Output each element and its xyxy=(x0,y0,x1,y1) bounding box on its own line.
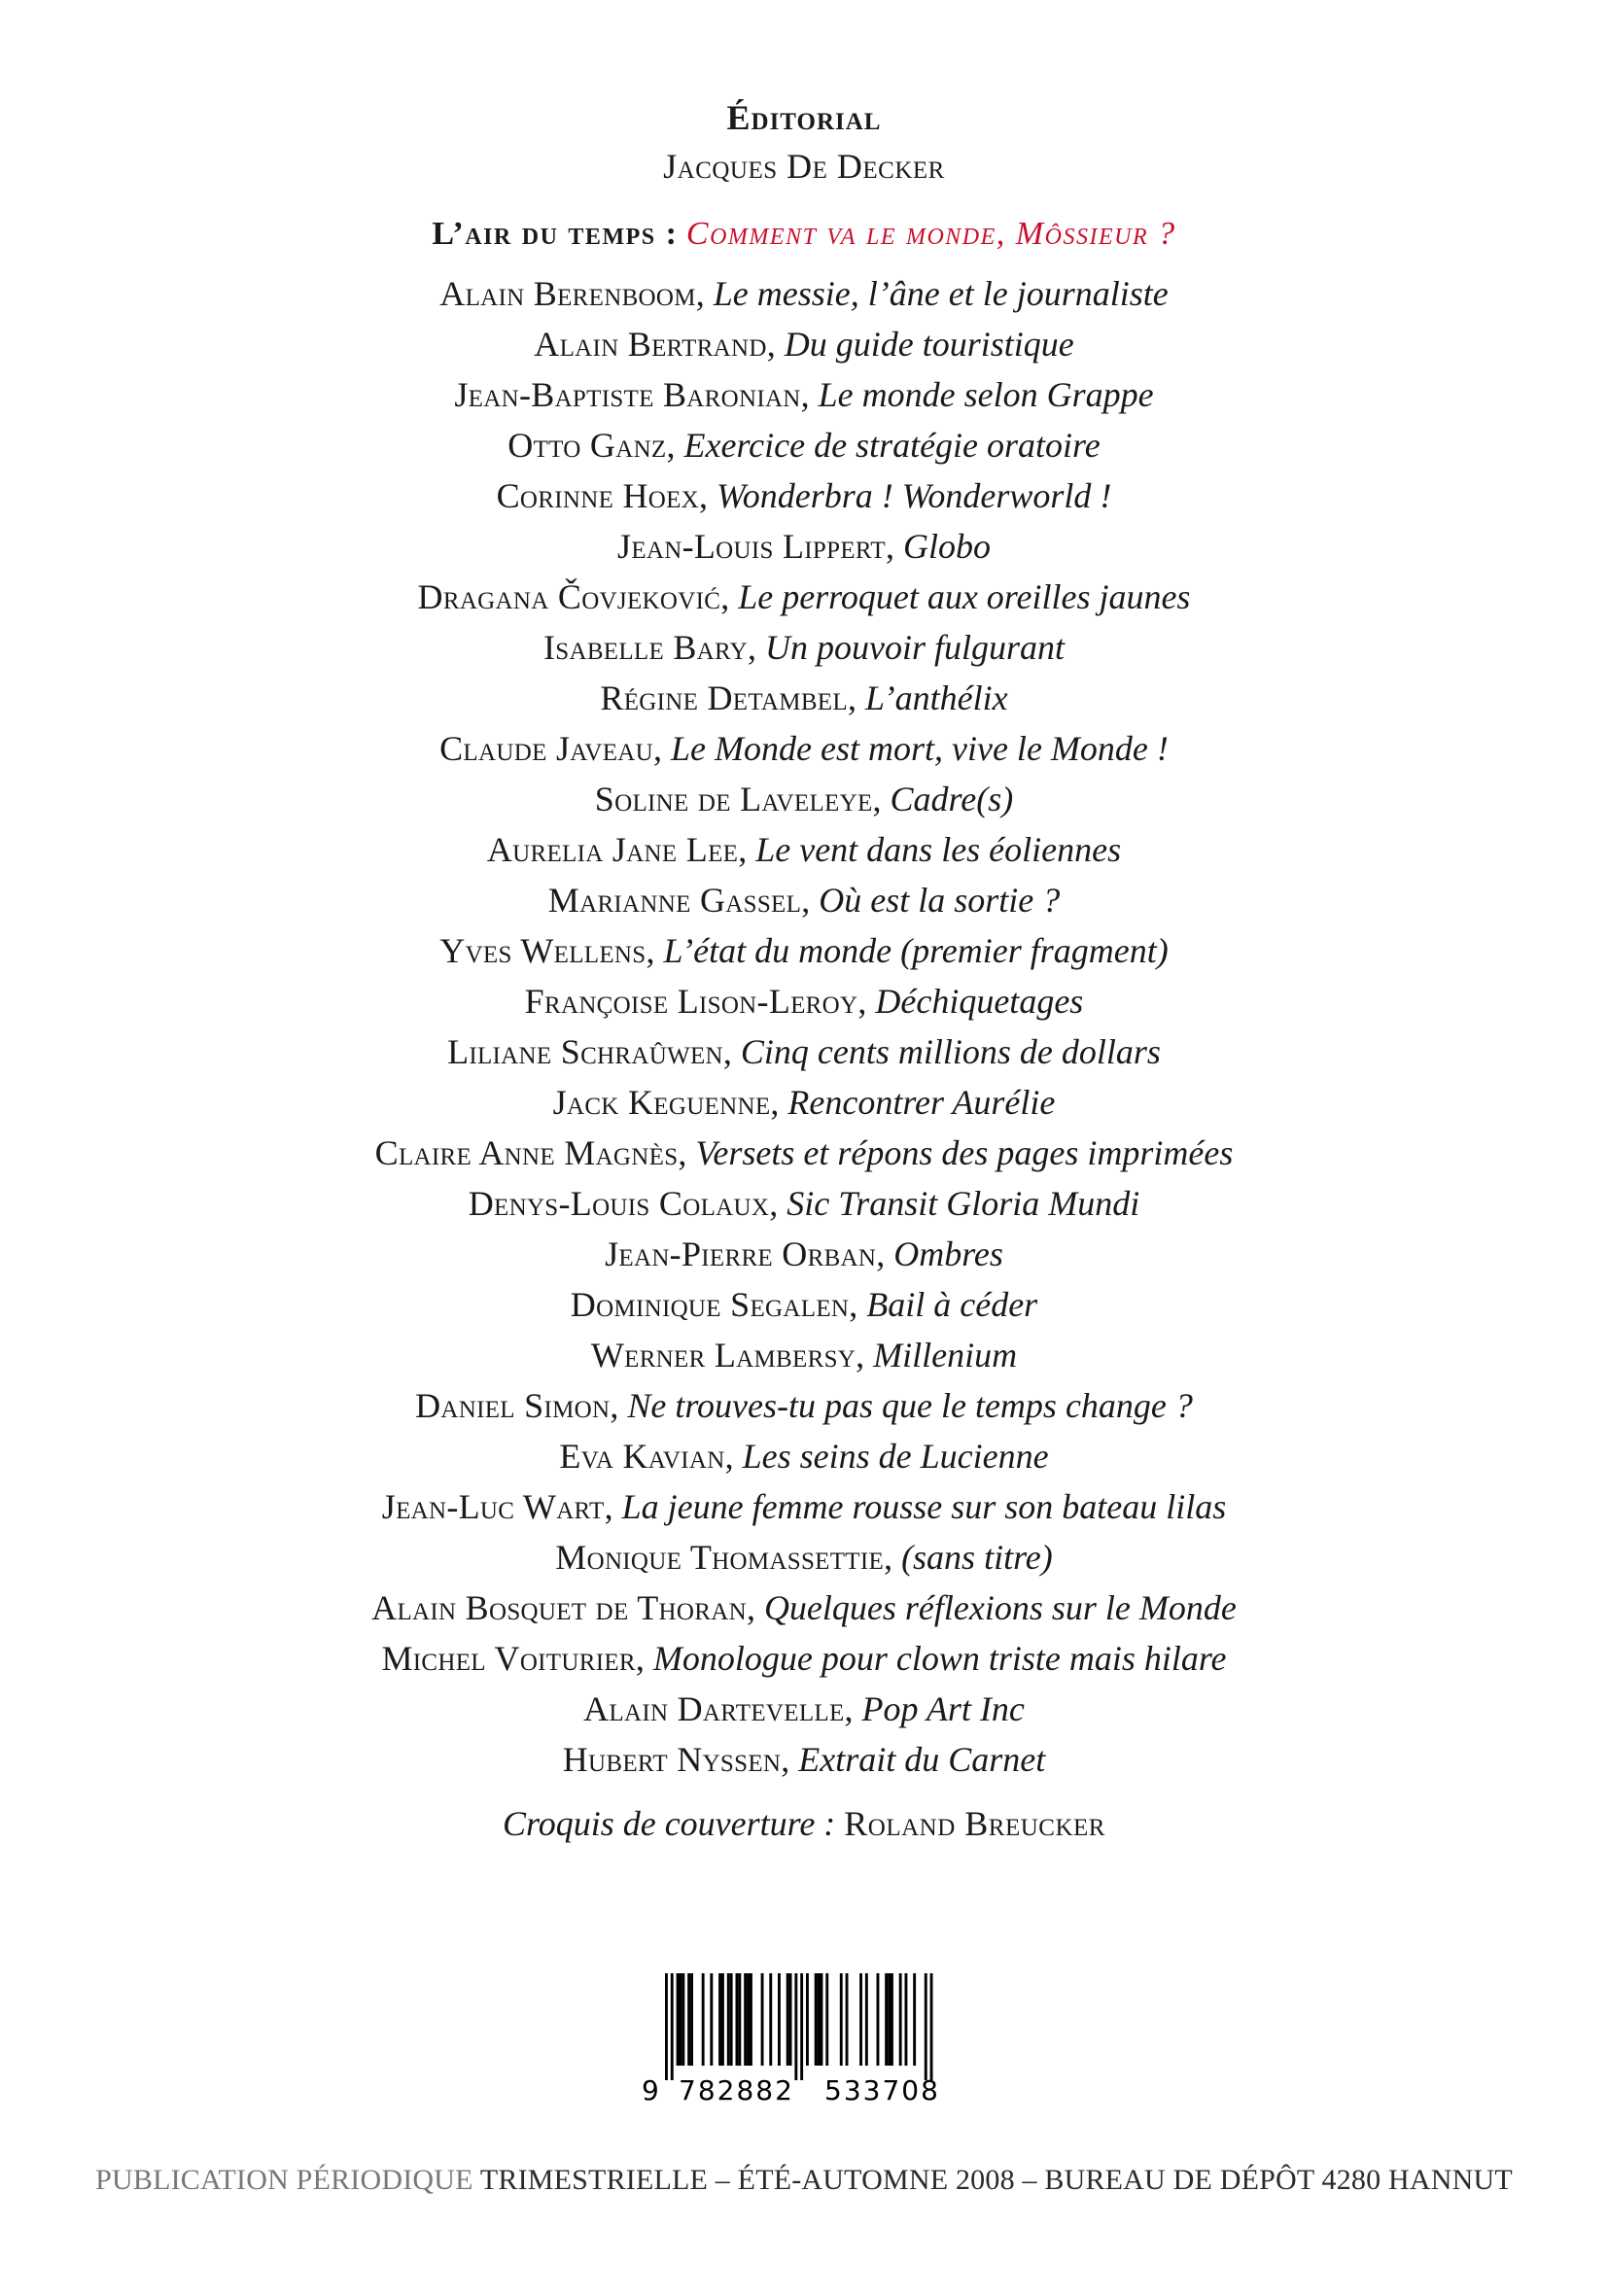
entry-separator: , xyxy=(635,1639,653,1678)
barcode-bar xyxy=(815,1973,818,2066)
contents-entry xyxy=(0,1077,1608,1128)
entry-author: Otto Ganz xyxy=(507,426,667,465)
isbn-barcode xyxy=(642,1964,962,2109)
entry-author: Régine Detambel xyxy=(600,678,848,717)
barcode-bar xyxy=(885,1973,888,2066)
barcode-bars xyxy=(665,1973,933,2080)
entry-author: Jean-Luc Wart xyxy=(381,1487,605,1526)
contents-entry xyxy=(0,1583,1608,1633)
section-theme: Comment va le monde, Môssieur ? xyxy=(685,216,1176,252)
entry-author: Eva Kavian xyxy=(559,1437,725,1476)
barcode-digits-right: 533708 xyxy=(824,2074,940,2106)
contents-entry xyxy=(0,1178,1608,1229)
barcode-bar xyxy=(778,1973,781,2066)
barcode-bar xyxy=(825,1973,828,2066)
barcode-bar xyxy=(794,1973,797,2080)
entry-separator: , xyxy=(876,1235,894,1273)
contents-entry xyxy=(0,723,1608,774)
barcode-bar xyxy=(905,1973,908,2066)
entry-separator: , xyxy=(666,426,684,465)
contents-entry xyxy=(0,1532,1608,1583)
entry-author: Corinne Hoex xyxy=(496,476,700,515)
barcode-bar xyxy=(806,1973,809,2066)
section-heading xyxy=(0,216,1608,253)
contents-entry xyxy=(0,1330,1608,1380)
entry-title: Le perroquet aux oreilles jaunes xyxy=(738,577,1191,616)
entry-separator: , xyxy=(766,325,785,364)
barcode-bar xyxy=(710,1973,713,2066)
entry-title: L’état du monde (premier fragment) xyxy=(663,931,1169,970)
barcode-bar xyxy=(891,1973,893,2066)
cover-credit xyxy=(0,1803,1608,1844)
barcode-bar xyxy=(727,1973,730,2066)
entry-title: (sans titre) xyxy=(901,1538,1053,1577)
contents-entry xyxy=(0,268,1608,319)
entry-title: Quelques réflexions sur le Monde xyxy=(763,1588,1237,1627)
entry-separator: , xyxy=(722,1032,741,1071)
entry-title: Versets et répons des pages imprimées xyxy=(695,1133,1234,1172)
contents-entry xyxy=(0,1684,1608,1734)
entry-title: Millenium xyxy=(873,1336,1018,1374)
entry-author: Alain Berenboom xyxy=(439,274,696,313)
contents-entry xyxy=(0,1481,1608,1532)
entry-separator: , xyxy=(801,881,820,920)
entry-author: Soline de Laveleye xyxy=(594,780,873,818)
entry-author: Dominique Segalen xyxy=(570,1285,850,1324)
entry-author: Alain Bosquet de Thoran xyxy=(371,1588,747,1627)
contents-entry xyxy=(0,1734,1608,1785)
contents-entry xyxy=(0,976,1608,1026)
entry-title: Déchiquetages xyxy=(875,982,1084,1021)
entry-title: Sic Transit Gloria Mundi xyxy=(787,1184,1140,1223)
barcode-bar xyxy=(818,1973,821,2066)
contents-entry xyxy=(0,1026,1608,1077)
entry-author: Yves Wellens xyxy=(439,931,647,970)
barcode-bar xyxy=(789,1973,792,2066)
entry-title: Ombres xyxy=(893,1235,1003,1273)
barcode-bar xyxy=(721,1973,724,2066)
entry-separator: , xyxy=(885,527,903,566)
contents-entry xyxy=(0,622,1608,673)
contents-entry xyxy=(0,1431,1608,1481)
entry-author: Michel Voiturier xyxy=(381,1639,636,1678)
barcode-bar xyxy=(761,1973,764,2066)
barcode-bar xyxy=(846,1973,849,2066)
entry-author: Hubert Nyssen xyxy=(562,1740,782,1779)
barcode-bar xyxy=(680,1973,682,2066)
contents-entry xyxy=(0,824,1608,875)
barcode-bar xyxy=(925,1973,927,2080)
barcode-bar xyxy=(769,1973,772,2066)
contents-entry xyxy=(0,369,1608,420)
barcode-bar xyxy=(682,1973,684,2066)
entry-separator: , xyxy=(769,1184,787,1223)
entry-author: Aurelia Jane Lee xyxy=(486,830,739,869)
entry-author: Liliane Schraûwen xyxy=(447,1032,723,1071)
entry-title: Pop Art Inc xyxy=(861,1689,1025,1728)
entry-separator: , xyxy=(720,577,739,616)
entry-title: Monologue pour clown triste mais hilare xyxy=(652,1639,1227,1678)
contents-entry xyxy=(0,875,1608,925)
contents-entry xyxy=(0,470,1608,521)
barcode-bar xyxy=(718,1973,721,2066)
entry-separator: , xyxy=(695,274,714,313)
entry-title: L’anthélix xyxy=(864,678,1008,717)
entry-separator: , xyxy=(646,931,664,970)
entry-author: Alain Bertrand xyxy=(534,325,767,364)
barcode-bar xyxy=(750,1973,752,2066)
entry-separator: , xyxy=(604,1487,622,1526)
footer-text-faded: PUBLICATION PÉRIODIQUE xyxy=(95,2164,480,2196)
entry-separator: , xyxy=(800,375,819,414)
entry-title: Du guide touristique xyxy=(784,325,1074,364)
table-of-contents xyxy=(0,268,1608,1785)
entry-title: Le monde selon Grappe xyxy=(818,375,1154,414)
entry-author: Dragana Čovjeković xyxy=(417,577,721,616)
barcode-digits-left: 782882 xyxy=(679,2074,794,2106)
entry-separator: , xyxy=(746,1588,764,1627)
credit-name: Roland Breucker xyxy=(844,1804,1105,1843)
entry-author: Jean-Baptiste Baronian xyxy=(454,375,801,414)
entry-title: Exercice de stratégie oratoire xyxy=(683,426,1101,465)
barcode-bar xyxy=(736,1973,739,2066)
entry-title: Wonderbra ! Wonderworld ! xyxy=(717,476,1112,515)
entry-title: La jeune femme rousse sur son bateau lilas xyxy=(621,1487,1227,1526)
entry-title: Cinq cents millions de dollars xyxy=(740,1032,1161,1071)
contents-entry xyxy=(0,319,1608,369)
barcode-bar xyxy=(800,1973,803,2080)
entry-author: Marianne Gassel xyxy=(547,881,802,920)
contents-entry xyxy=(0,925,1608,976)
entry-author: Jean-Pierre Orban xyxy=(605,1235,877,1273)
entry-separator: , xyxy=(884,1538,902,1577)
barcode-bar xyxy=(738,1973,741,2066)
contents-entry xyxy=(0,673,1608,723)
contents-entry xyxy=(0,1380,1608,1431)
entry-separator: , xyxy=(872,780,891,818)
barcode-bar xyxy=(747,1973,750,2066)
entry-separator: , xyxy=(748,628,765,667)
barcode-bar xyxy=(913,1973,916,2066)
barcode-bar xyxy=(859,1973,862,2066)
section-label: L’air du temps : xyxy=(432,216,679,252)
entry-separator: , xyxy=(847,678,865,717)
entry-separator: , xyxy=(653,729,672,768)
entry-author: Claude Javeau xyxy=(439,729,654,768)
contents-entry xyxy=(0,1229,1608,1279)
barcode-bar xyxy=(821,1973,823,2066)
contents-entry xyxy=(0,521,1608,572)
barcode-bar xyxy=(671,1973,674,2080)
entry-separator: , xyxy=(844,1689,862,1728)
entry-author: Monique Thomassettie xyxy=(555,1538,885,1577)
entry-title: Ne trouves-tu pas que le temps change ? xyxy=(627,1386,1193,1425)
entry-title: Les seins de Lucienne xyxy=(742,1437,1049,1476)
entry-author: Jean-Louis Lippert xyxy=(617,527,886,566)
entry-title: Le vent dans les éoliennes xyxy=(755,830,1122,869)
entry-separator: , xyxy=(770,1083,788,1122)
entry-separator: , xyxy=(678,1133,696,1172)
contents-entry xyxy=(0,1633,1608,1684)
entry-title: Un pouvoir fulgurant xyxy=(765,628,1066,667)
contents-entry xyxy=(0,1128,1608,1178)
barcode-bar xyxy=(865,1973,868,2066)
barcode-bar xyxy=(888,1973,891,2066)
entry-title: Globo xyxy=(902,527,991,566)
barcode-bar xyxy=(899,1973,902,2066)
entry-separator: , xyxy=(781,1740,799,1779)
editorial-author: Jacques De Decker xyxy=(663,147,945,186)
entry-separator: , xyxy=(699,476,717,515)
entry-author: Alain Dartevelle xyxy=(583,1689,845,1728)
contents-entry xyxy=(0,572,1608,622)
contents-entry xyxy=(0,420,1608,470)
entry-title: Le Monde est mort, vive le Monde ! xyxy=(671,729,1169,768)
barcode-bar xyxy=(877,1973,880,2066)
barcode-bar xyxy=(730,1973,733,2066)
publication-footer xyxy=(0,2164,1608,2197)
entry-title: Rencontrer Aurélie xyxy=(787,1083,1056,1122)
contents-entry xyxy=(0,1279,1608,1330)
entry-author: Werner Lambersy xyxy=(590,1336,856,1374)
credit-label: Croquis de couverture : xyxy=(503,1804,836,1843)
entry-title: Où est la sortie ? xyxy=(819,881,1061,920)
entry-title: Extrait du Carnet xyxy=(798,1740,1046,1779)
entry-separator: , xyxy=(856,1336,874,1374)
entry-author: Françoise Lison-Leroy xyxy=(524,982,858,1021)
barcode-bar xyxy=(744,1973,747,2066)
entry-author: Isabelle Bary xyxy=(542,628,748,667)
barcode-bar xyxy=(690,1973,693,2066)
entry-separator: , xyxy=(738,830,756,869)
entry-title: Bail à céder xyxy=(866,1285,1038,1324)
entry-separator: , xyxy=(610,1386,628,1425)
entry-author: Jack Keguenne xyxy=(552,1083,771,1122)
entry-title: Cadre(s) xyxy=(890,780,1014,818)
contents-entry xyxy=(0,774,1608,824)
entry-title: Le messie, l’âne et le journaliste xyxy=(713,274,1169,313)
entry-author: Daniel Simon xyxy=(415,1386,611,1425)
entry-separator: , xyxy=(857,982,876,1021)
entry-author: Claire Anne Magnès xyxy=(374,1133,679,1172)
entry-author: Denys-Louis Colaux xyxy=(468,1184,770,1223)
barcode-bar xyxy=(702,1973,705,2066)
barcode-digit-prefix: 9 xyxy=(642,2074,659,2106)
editorial-heading: Éditorial xyxy=(726,98,882,137)
barcode-bar xyxy=(665,1973,668,2080)
footer-text: TRIMESTRIELLE – ÉTÉ-AUTOMNE 2008 – BUREAU DE DÉPÔT 4280 HANNUT xyxy=(479,2164,1513,2196)
entry-separator: , xyxy=(849,1285,867,1324)
barcode-bar xyxy=(677,1973,680,2066)
entry-separator: , xyxy=(724,1437,743,1476)
barcode-bar xyxy=(930,1973,933,2080)
barcode-bar xyxy=(787,1973,789,2066)
barcode-bar xyxy=(840,1973,843,2066)
barcode-bar xyxy=(687,1973,690,2066)
